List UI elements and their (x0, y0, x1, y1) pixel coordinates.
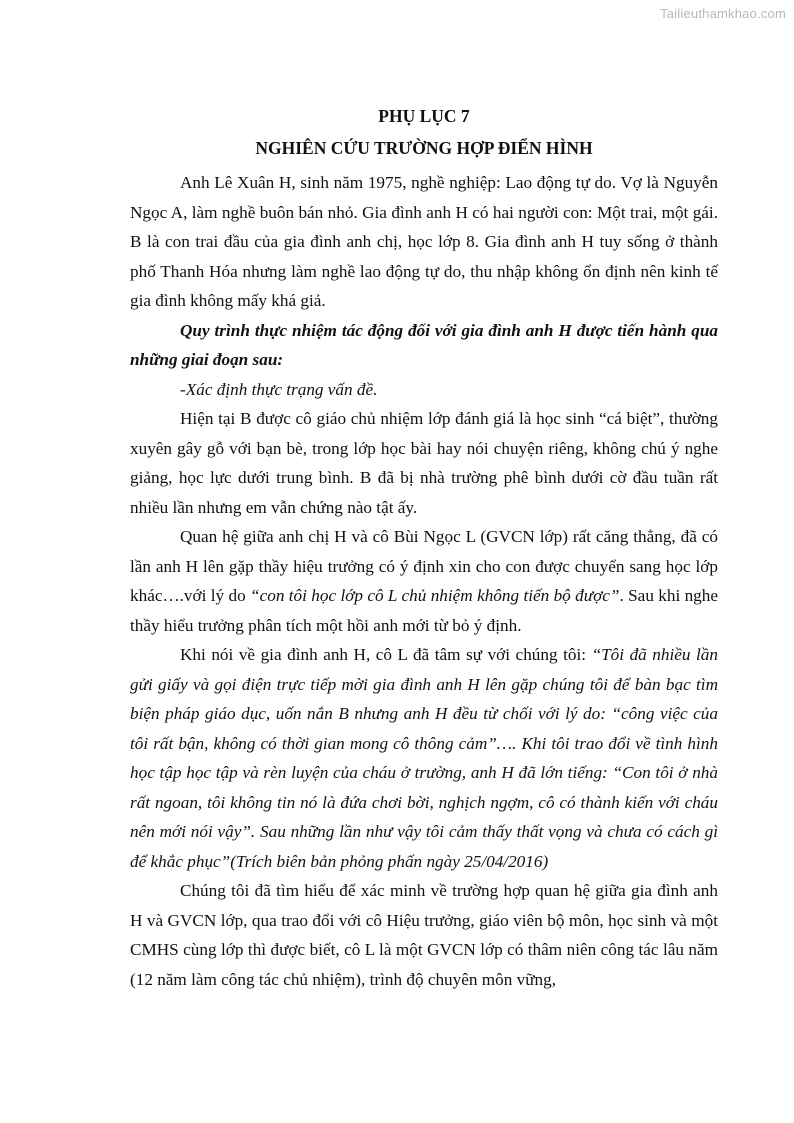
text-run: . Sau khi nghe thầy hiểu trưởng phân tích một hồi anh mới từ bỏ ý định. (130, 586, 719, 635)
paragraph-verification: Chúng tôi đã tìm hiểu để xác minh về trường hợp quan hệ giữa gia đình anh H và GVCN lớp, qua trao đổi với cô Hiệu trưởng, giáo viên bộ môn, học sinh và một CMHS cùng lớp thì được biết, cô L là một GVCN lớp có thâm niên công tác lâu năm (12 năm làm công tác chủ nhiệm), trình độ chuyên môn vững, (130, 881, 718, 989)
paragraph-relationship (130, 522, 718, 640)
quote-run: “con tôi học lớp cô L chủ nhiệm không tiến bộ được” (250, 586, 620, 605)
section-title: NGHIÊN CỨU TRƯỜNG HỢP ĐIỂN HÌNH (255, 138, 593, 158)
appendix-title: PHỤ LỤC 7 (378, 106, 470, 126)
text-run: Quan hệ giữa anh chị H và cô Bùi Ngọc L (GVCN lớp) rất căng thẳng, đã có lần anh H lên gặp thầy hiệu trưởng có ý định xin cho con được chuyển sang học lớp khác….với lý do (130, 527, 718, 605)
paragraph-step-heading: -Xác định thực trạng vấn đề. (180, 379, 378, 399)
paragraph-teacher-account (130, 640, 718, 876)
quote-run: “Tôi đã nhiều lần gửi giấy và gọi điện trực tiếp mời gia đình anh H lên gặp chúng tôi để bàn bạc tìm biện pháp giáo dục, uốn nắn B nhưng anh H đều từ chối với lý do: “công việc của tôi rất bận, không có thời gian mong cô thông cảm”…. Khi tôi trao đổi về tình hình học tập học tập và rèn luyện của cháu ở trường, anh H đã lớn tiếng: “Con tôi ở nhà rất ngoan, tôi không tin nó là đứa chơi bời, nghịch ngợm, cô có thành kiến với cháu nên mới nói vậy”. Sau những lần như vậy tôi cảm thấy thất vọng và chưa có cách gì để khắc phục”(Trích biên bản phỏng phấn ngày 25/04/2016) (130, 645, 718, 871)
paragraph-student-status: Hiện tại B được cô giáo chủ nhiệm lớp đánh giá là học sinh “cá biệt”, thường xuyên gây gỗ với bạn bè, trong lớp học bài hay nói chuyện riêng, không chú ý nghe giảng, học lực dưới trung bình. B đã bị nhà trường phê bình dưới cờ đầu tuần rất nhiều lần nhưng em vẫn chứng nào tật ấy. (130, 409, 718, 517)
watermark: Tailieuthamkhao.com (660, 6, 786, 21)
document-page (130, 100, 718, 994)
paragraph-process-heading: Quy trình thực nhiệm tác động đối với gia đình anh H được tiến hành qua những giai đoạn sau: (130, 320, 718, 369)
paragraph-family-intro: Anh Lê Xuân H, sinh năm 1975, nghề nghiệp: Lao động tự do. Vợ là Nguyễn Ngọc A, làm nghề buôn bán nhỏ. Gia đình anh H có hai người con: Một trai, một gái. B là con trai đầu của gia đình anh chị, học lớp 8. Gia đình anh H tuy sống ở thành phố Thanh Hóa nhưng làm nghề lao động tự do, thu nhập không ổn định nên kinh tế gia đình không mấy khá giả. (130, 173, 718, 310)
text-run: Khi nói về gia đình anh H, cô L đã tâm sự với chúng tôi: (180, 645, 592, 664)
